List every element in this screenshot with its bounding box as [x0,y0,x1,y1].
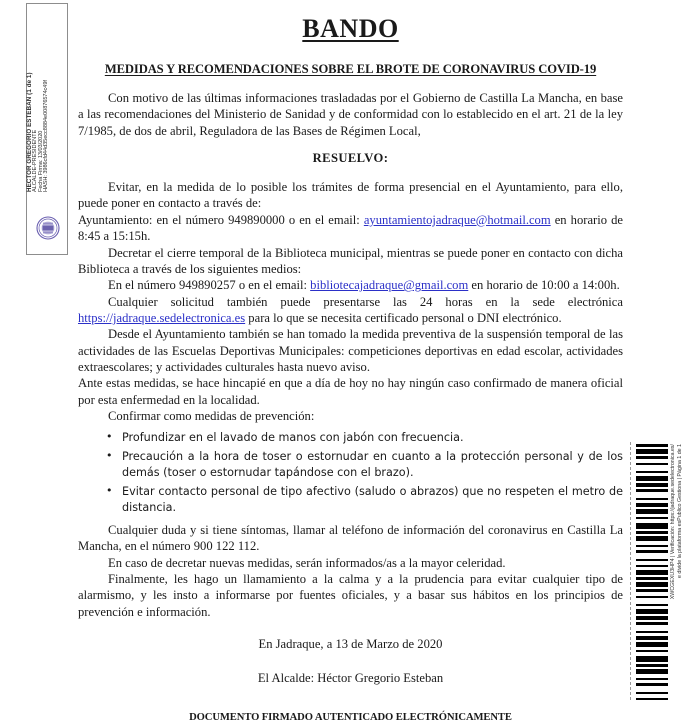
signer-line: El Alcalde: Héctor Gregorio Esteban [257,671,444,686]
town-hall-contact-pre: Ayuntamiento: en el número 949890000 o en el email: [78,212,364,227]
page-title: BANDO [302,14,399,43]
stamp-sign-date: Fecha Firma: 13/03/2020 [37,130,44,192]
paragraph-future-measures: En caso de decretar nuevas medidas, serán informados/as a la mayor celeridad. [108,555,506,570]
closing-block [78,637,623,723]
verification-text [670,442,696,700]
barcode-icon [636,444,668,700]
town-hall-email-link[interactable]: ayuntamientojadraque@hotmail.com [363,212,551,227]
list-item: • Profundizar en el lavado de manos con jabón con frecuencia. [120,430,623,446]
electronic-signature-footnote: DOCUMENTO FIRMADO AUTENTICADO ELECTRÓNICAMENTE [189,712,512,723]
stamp-signer-role: ALCALDE-PRESIDENTE [32,129,39,192]
stamp-signer-name: HECTOR GREGORIO ESTEBAN (1 de 1) [26,72,33,192]
town-hall-contact-post: en horario de 8:45 a 15:15h. [78,212,623,244]
electronic-office-pre: Cualquier solicitud también puede presentarse las 24 horas en la sede electrónica [108,294,623,309]
paragraph-electronic-office [78,294,623,327]
prevention-measures-list [78,430,623,516]
paragraph-town-hall-contact [78,212,623,245]
library-contact-pre: En el número 949890257 o en el email: [108,278,311,293]
electronic-office-post: para lo que se necesita certificado personal o DNI electrónico. [245,310,562,325]
electronic-office-url-link[interactable]: https://jadraque.sedelectronica.es [78,310,246,325]
paragraph-sports-suspension: Desde el Ayuntamiento también se han tomado la medida preventiva de la suspensión temporal de las actividades de las Escuelas Deportivas Municipales: competiciones deportivas en edad escolar, actividades extraescolares; y actividades culturales hasta nuevo aviso. [78,327,623,375]
stamp-hash: HASH: 3986cfd44d35ecc8884e00876574c49f [43,80,50,192]
resolution-heading: RESUELVO: [312,151,389,166]
official-seal-icon [36,216,60,240]
library-email-link[interactable]: bibliotecajadraque@gmail.com [310,278,469,293]
verification-line-1: XWCGEXU3HP4 | Verificación: https://jadraque.sedelectronica.es/ [670,444,676,600]
verification-strip [628,442,700,700]
paragraph-library-closure: Decretar el cierre temporal de la Biblioteca municipal, mientras se puede poner en contacto con dicha Biblioteca a través de los siguientes medios: [78,245,623,276]
place-and-date: En Jadraque, a 13 de Marzo de 2020 [258,637,443,652]
paragraph-final-appeal: Finalmente, les hago un llamamiento a la calma y a la prudencia para evitar cualquier tipo de alarmismo, y les insto a informarse por fuentes oficiales, y a basar sus hábitos en los principios de prevención e información. [78,572,623,619]
document-page [78,0,623,723]
library-contact-post: en horario de 10:00 a 14:00h. [468,278,620,293]
page-subtitle: MEDIDAS Y RECOMENDACIONES SOBRE EL BROTE DE CORONAVIRUS COVID-19 [104,62,597,76]
signature-stamp-panel [26,3,68,255]
verification-line-2: e divide la plataforma esPublico Gestiona | Página 1 de 1 [677,444,684,579]
paragraph-no-cases: Ante estas medidas, se hace hincapié en que a día de hoy no hay ningún caso confirmado de manera oficial por esta enfermedad en la localidad. [78,376,623,407]
paragraph-intro: Con motivo de las últimas informaciones trasladadas por el Gobierno de Castilla La Mancha, en base a las recomendaciones del Ministerio de Sanidad y de conformidad con lo establecido en el art. 21 de la ley 7/1985, de dos de abril, Reguladora de las Bases de Régimen Local, [78,91,623,138]
paragraph-prevention-intro: Confirmar como medidas de prevención: [108,409,315,424]
paragraph-library-contact [78,277,623,293]
paragraph-avoid-in-person: Evitar, en la medida de lo posible los trámites de forma presencial en el Ayuntamiento, para ello, puede poner en contacto a través de: [78,180,623,211]
paragraph-hotline: Cualquier duda y si tiene síntomas, llamar al teléfono de información del coronavirus en Castilla La Mancha, en el número 900 122 112. [78,523,623,554]
perforation-divider [630,442,631,700]
list-item: • Evitar contacto personal de tipo afectivo (saludo o abrazos) que no respeten el metro de distancia. [120,484,623,516]
list-item: • Precaución a la hora de toser o estornudar en cuanto a la protección personal y de los demás (toser o estornudar tapándose con el brazo). [120,449,623,481]
